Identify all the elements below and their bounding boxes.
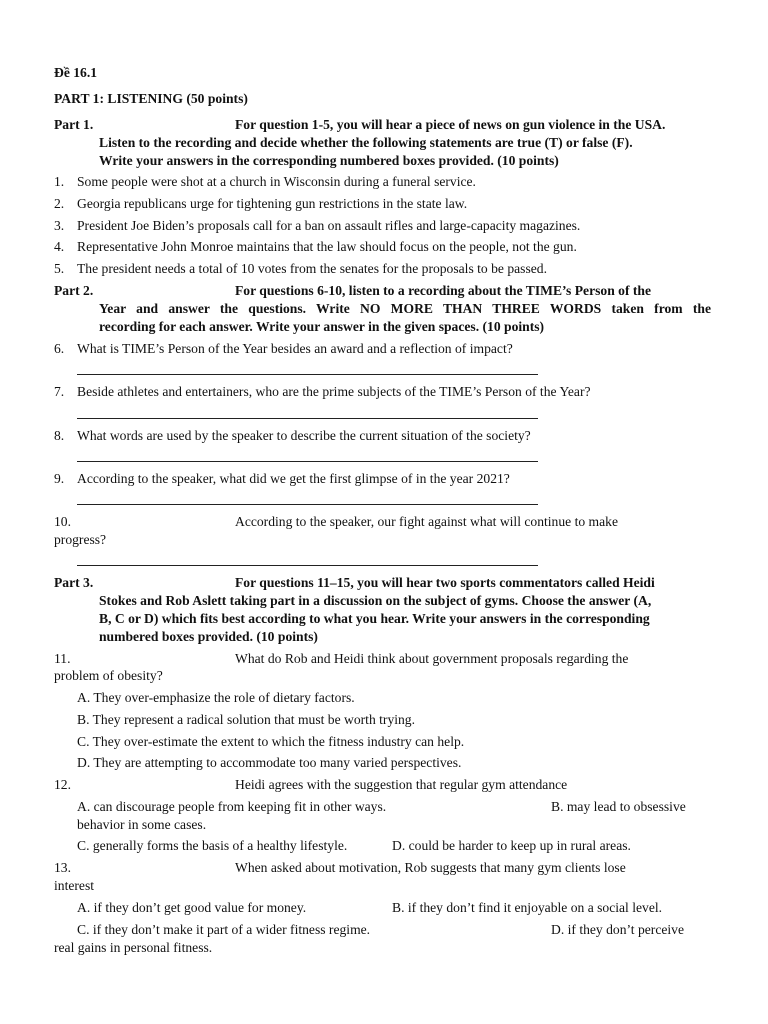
question-text: According to the speaker, what did we get the first glimpse of in the year 2021? bbox=[77, 471, 510, 486]
question-number: 13. bbox=[54, 860, 71, 875]
question-number: 5. bbox=[54, 261, 65, 276]
answer-option: C. They over-estimate the extent to which the fitness industry can help. bbox=[77, 734, 465, 749]
question-text: The president needs a total of 10 votes from the senates for the proposals to be passed. bbox=[77, 261, 547, 276]
answer-line[interactable] bbox=[77, 461, 538, 462]
question-number: 11. bbox=[54, 651, 71, 666]
answer-option: C. generally forms the basis of a healthy lifestyle. bbox=[77, 838, 348, 853]
part2-instruction-line: For questions 6-10, listen to a recording about the TIME’s Person of the bbox=[235, 283, 651, 298]
answer-option: D. could be harder to keep up in rural areas. bbox=[392, 838, 631, 853]
part1-instruction-line: Write your answers in the corresponding numbered boxes provided. (10 points) bbox=[99, 153, 559, 168]
answer-option: C. if they don’t make it part of a wider fitness regime. bbox=[77, 922, 371, 937]
question-text: Georgia republicans urge for tightening gun restrictions in the state law. bbox=[77, 196, 468, 211]
question-number: 10. bbox=[54, 514, 71, 529]
answer-option: A. They over-emphasize the role of dietary factors. bbox=[77, 690, 355, 705]
answer-line[interactable] bbox=[77, 504, 538, 505]
question-number: 2. bbox=[54, 196, 65, 211]
question-text: Representative John Monroe maintains that the law should focus on the people, not the gun. bbox=[77, 239, 577, 254]
question-number: 7. bbox=[54, 384, 65, 399]
part1-label: Part 1. bbox=[54, 117, 94, 132]
part2-instruction-line: recording for each answer. Write your answer in the given spaces. (10 points) bbox=[99, 319, 545, 334]
question-number: 1. bbox=[54, 174, 65, 189]
part3-instruction-line: numbered boxes provided. (10 points) bbox=[99, 629, 318, 644]
question-text: President Joe Biden’s proposals call for a ban on assault rifles and large-capacity magazines. bbox=[77, 218, 581, 233]
part1-instruction-line: For question 1-5, you will hear a piece of news on gun violence in the USA. bbox=[235, 117, 666, 132]
question-text: Beside athletes and entertainers, who are the prime subjects of the TIME’s Person of the Year? bbox=[77, 384, 591, 399]
answer-option: B. if they don’t find it enjoyable on a social level. bbox=[392, 900, 663, 915]
question-text: What do Rob and Heidi think about government proposals regarding the bbox=[235, 651, 629, 666]
part3-instruction-line: For questions 11–15, you will hear two sports commentators called Heidi bbox=[235, 575, 655, 590]
question-number: 6. bbox=[54, 341, 65, 356]
question-number: 9. bbox=[54, 471, 65, 486]
question-number: 12. bbox=[54, 777, 71, 792]
answer-option: D. if they don’t perceive bbox=[551, 922, 684, 937]
answer-option: A. if they don’t get good value for money. bbox=[77, 900, 307, 915]
answer-option: B. They represent a radical solution that must be worth trying. bbox=[77, 712, 416, 727]
question-text: Some people were shot at a church in Wisconsin during a funeral service. bbox=[77, 174, 476, 189]
part3-instruction-line: Stokes and Rob Aslett taking part in a discussion on the subject of gyms. Choose the answer (A, bbox=[99, 593, 652, 608]
question-text-continued: interest bbox=[54, 878, 95, 893]
section-heading: PART 1: LISTENING (50 points) bbox=[54, 91, 248, 106]
answer-option: D. They are attempting to accommodate too many varied perspectives. bbox=[77, 755, 462, 770]
question-number: 8. bbox=[54, 428, 65, 443]
question-text-continued: problem of obesity? bbox=[54, 668, 163, 683]
question-number: 4. bbox=[54, 239, 65, 254]
question-text: Heidi agrees with the suggestion that regular gym attendance bbox=[235, 777, 568, 792]
answer-line[interactable] bbox=[77, 565, 538, 566]
part2-instruction-line: Year and answer the questions. Write NO MORE THAN THREE WORDS taken from the bbox=[99, 301, 711, 316]
question-number: 3. bbox=[54, 218, 65, 233]
question-text: What words are used by the speaker to describe the current situation of the society? bbox=[77, 428, 531, 443]
question-text-continued: progress? bbox=[54, 532, 107, 547]
answer-line[interactable] bbox=[77, 374, 538, 375]
answer-option-continued: behavior in some cases. bbox=[77, 817, 207, 832]
question-text: According to the speaker, our fight against what will continue to make bbox=[235, 514, 618, 529]
document-title: Đề 16.1 bbox=[54, 65, 98, 80]
answer-option: A. can discourage people from keeping fit in other ways. bbox=[77, 799, 387, 814]
question-text: When asked about motivation, Rob suggests that many gym clients lose bbox=[235, 860, 626, 875]
question-text: What is TIME’s Person of the Year besides an award and a reflection of impact? bbox=[77, 341, 513, 356]
answer-option: B. may lead to obsessive bbox=[551, 799, 686, 814]
part2-label: Part 2. bbox=[54, 283, 94, 298]
answer-line[interactable] bbox=[77, 418, 538, 419]
answer-option-continued: real gains in personal fitness. bbox=[54, 940, 213, 955]
part3-instruction-line: B, C or D) which fits best according to what you hear. Write your answers in the corresponding bbox=[99, 611, 650, 626]
part3-label: Part 3. bbox=[54, 575, 94, 590]
part1-instruction-line: Listen to the recording and decide whether the following statements are true (T) or false (F). bbox=[99, 135, 633, 150]
